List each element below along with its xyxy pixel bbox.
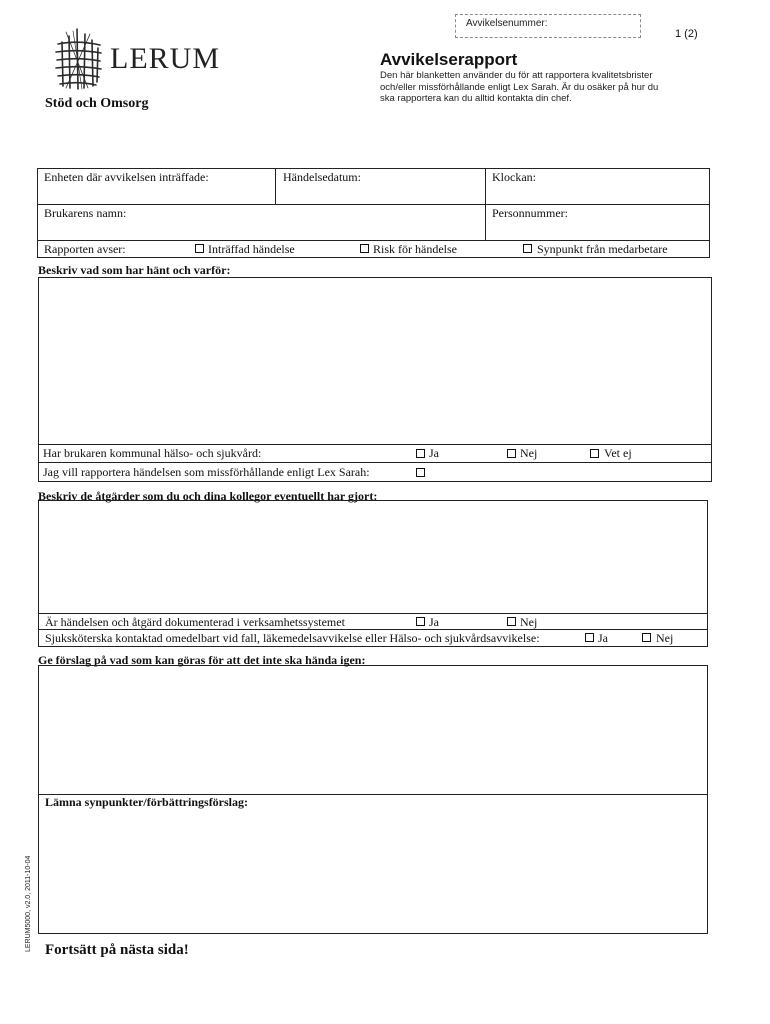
health-care-unknown-checkbox[interactable] bbox=[590, 449, 599, 458]
lerum-tower-logo-icon bbox=[54, 28, 104, 90]
actions-heading: Beskriv de åtgärder som du och dina kollegor eventuellt har gjort: bbox=[38, 489, 378, 503]
nurse-contacted-no-checkbox[interactable] bbox=[642, 633, 651, 642]
continue-note: Fortsätt på nästa sida! bbox=[45, 942, 189, 958]
health-care-row bbox=[38, 444, 712, 463]
personal-number-label: Personnummer: bbox=[492, 206, 568, 220]
case-number-label: Avvikelsenummer: bbox=[466, 18, 548, 29]
feedback-label: Lämna synpunkter/förbättringsförslag: bbox=[45, 795, 249, 809]
health-care-no-label: Nej bbox=[520, 446, 538, 460]
actions-textarea[interactable] bbox=[38, 500, 708, 614]
page-indicator: 1 (2) bbox=[675, 28, 698, 40]
lex-sarah-checkbox[interactable] bbox=[416, 468, 425, 477]
health-care-question: Har brukaren kommunal hälso- och sjukvård: bbox=[43, 446, 262, 460]
what-happened-textarea[interactable] bbox=[38, 277, 712, 445]
org-name-logo: LERUM bbox=[110, 42, 220, 75]
department-name: Stöd och Omsorg bbox=[45, 96, 149, 111]
nurse-contacted-yes-label: Ja bbox=[598, 631, 608, 645]
documented-row bbox=[38, 613, 708, 630]
report-type-row bbox=[37, 240, 710, 258]
health-care-no-checkbox[interactable] bbox=[507, 449, 516, 458]
documented-question: Är händelsen och åtgärd dokumenterad i verksamhetssystemet bbox=[45, 615, 345, 629]
nurse-contacted-no-label: Nej bbox=[656, 631, 674, 645]
report-type-label: Rapporten avser: bbox=[44, 242, 126, 256]
intro-line: Den här blanketten använder du för att rapportera kvalitetsbrister bbox=[380, 70, 653, 81]
health-care-yes-label: Ja bbox=[429, 446, 439, 460]
lex-sarah-question: Jag vill rapportera händelsen som missförhållande enligt Lex Sarah: bbox=[43, 465, 370, 479]
prevention-textarea[interactable] bbox=[38, 665, 708, 795]
staff-feedback-option-label: Synpunkt från medarbetare bbox=[537, 242, 668, 256]
personal-number-field[interactable] bbox=[485, 204, 710, 241]
nurse-contacted-question: Sjuksköterska kontaktad omedelbart vid fall, läkemedelsavvikelse eller Hälso- och sjukvårdsavvikelse: bbox=[45, 631, 540, 645]
staff-feedback-checkbox[interactable] bbox=[523, 244, 532, 253]
nurse-contacted-yes-checkbox[interactable] bbox=[585, 633, 594, 642]
documented-yes-checkbox[interactable] bbox=[416, 617, 425, 626]
case-number-field[interactable] bbox=[455, 14, 641, 38]
unit-label: Enheten där avvikelsen inträffade: bbox=[44, 170, 209, 184]
health-care-unknown-label: Vet ej bbox=[604, 446, 632, 460]
intro-line: ska rapportera kan du alltid kontakta din chef. bbox=[380, 93, 572, 104]
risk-checkbox[interactable] bbox=[360, 244, 369, 253]
client-name-label: Brukarens namn: bbox=[44, 206, 127, 220]
unit-field[interactable] bbox=[37, 168, 276, 205]
lex-sarah-row bbox=[38, 462, 712, 482]
event-date-label: Händelsedatum: bbox=[283, 170, 361, 184]
client-name-field[interactable] bbox=[37, 204, 486, 241]
form-id-vertical: LERUM5000, v2.0, 2011-10-04 bbox=[25, 855, 32, 952]
documented-no-checkbox[interactable] bbox=[507, 617, 516, 626]
prevention-heading: Ge förslag på vad som kan göras för att det inte ska hända igen: bbox=[38, 653, 366, 667]
feedback-textarea[interactable] bbox=[38, 794, 708, 934]
nurse-contacted-row bbox=[38, 629, 708, 647]
intro-line: och/eller missförhållande enligt Lex Sarah. Är du osäker på hur du bbox=[380, 81, 659, 93]
intro-text bbox=[380, 70, 658, 105]
documented-yes-label: Ja bbox=[429, 615, 439, 629]
event-date-field[interactable] bbox=[275, 168, 486, 205]
event-time-label: Klockan: bbox=[492, 170, 536, 184]
risk-option-label: Risk för händelse bbox=[373, 242, 457, 256]
health-care-yes-checkbox[interactable] bbox=[416, 449, 425, 458]
incident-option-label: Inträffad händelse bbox=[208, 242, 295, 256]
event-time-field[interactable] bbox=[485, 168, 710, 205]
page-title: Avvikelserapport bbox=[380, 50, 518, 69]
what-happened-heading: Beskriv vad som har hänt och varför: bbox=[38, 263, 231, 277]
documented-no-label: Nej bbox=[520, 615, 538, 629]
incident-checkbox[interactable] bbox=[195, 244, 204, 253]
